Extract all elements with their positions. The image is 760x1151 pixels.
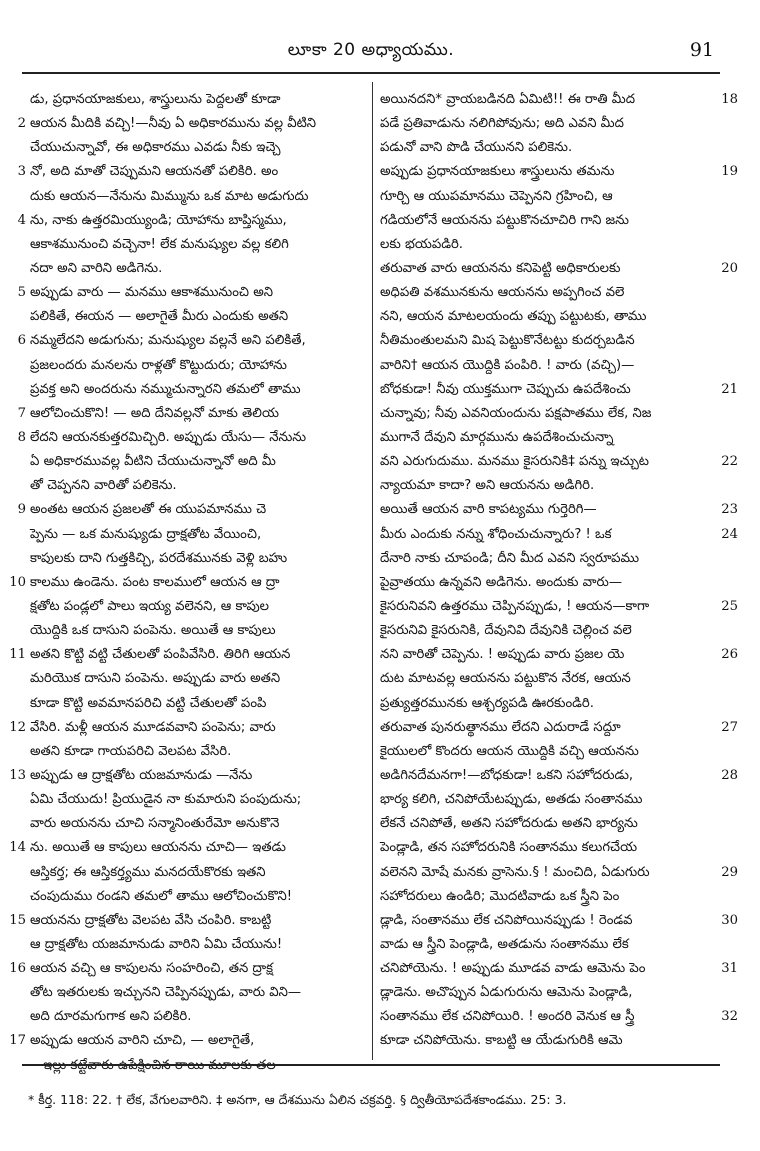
line-text: చనిపోయెను. ! అప్పుడు మూడవ వాడు ఆమెను పెం xyxy=(380,961,646,977)
line-text: అడిగినదేమనగా!—బోధకుడా! ఒకని సహోదరుడు, xyxy=(380,767,634,783)
footnote: * కీర్త. 118: 22. † లేక, వేగులవారిని. ‡ అనగా, ఆ దేశమును ఏలిన చక్రవర్తి. § ద్వితీయోపదేశకాండము. 25: 3. xyxy=(28,1092,567,1107)
text-line xyxy=(9,909,368,933)
text-line xyxy=(30,136,368,160)
text-line xyxy=(30,885,368,909)
text-line xyxy=(30,619,368,643)
line-text: డ్లాడెను. అచొప్పున ఏడుగురును ఆమెను పెండ్లాడి, xyxy=(380,985,633,1001)
text-line xyxy=(380,619,720,643)
text-line xyxy=(9,643,368,667)
verse-number: 18 xyxy=(721,92,738,107)
text-line xyxy=(30,547,368,571)
line-text: ను. అయితే ఆ కాపులు ఆయనను చూచి— ఇతడు xyxy=(30,840,286,856)
line-text: అయినదని* వ్రాయబడినది ఏమిటి!! ఈ రాతి మీద xyxy=(380,92,636,107)
verse-number: 29 xyxy=(721,864,738,880)
text-line xyxy=(380,933,720,957)
text-line xyxy=(30,378,368,402)
text-line xyxy=(380,836,720,860)
line-text: నో, అది మాతో చెప్పుమని ఆయనతో పలికిరి. అం xyxy=(30,164,279,180)
text-line xyxy=(9,571,368,595)
text-line xyxy=(9,957,368,981)
line-text: మీరు ఎందుకు నన్ను శోధించుచున్నారు? ! ఒక xyxy=(380,526,612,542)
line-text: ఆ ద్రాక్షతోట యజమానుడు వారిని ఏమి చేయును! xyxy=(30,936,283,952)
text-line xyxy=(380,1005,738,1029)
text-line xyxy=(30,257,368,281)
text-line xyxy=(9,764,368,788)
verse-number: 2 xyxy=(17,116,26,132)
line-text: వని ఎరుగుదుము. మనము కైసరునికి‡ పన్ను ఇచ్చుట xyxy=(380,454,649,470)
line-text: కాపులకు దాని గుత్తకిచ్చి, పరదేశమునకు వెళ్లి బహు xyxy=(30,550,288,566)
line-text: చంపుదుము రండని తమలో తాము ఆలోచించుకొని! xyxy=(30,888,292,904)
verse-number: 19 xyxy=(721,164,738,180)
line-text: కైయులలో కొందరు ఆయన యొద్దికి వచ్చి ఆయనను xyxy=(380,743,639,759)
line-text: దుట మాటవల్ల ఆయనను పట్టుకొన నేరక, ఆయన xyxy=(380,671,631,687)
text-line xyxy=(30,595,368,619)
line-text: పైవ్రాతయు ఉన్నవని అడిగెను. అందుకు వారు— xyxy=(380,574,623,590)
text-line xyxy=(380,957,738,981)
line-text: అయితే ఆయన వారి కాపట్యము గుర్తెరిగి— xyxy=(380,502,597,518)
verse-number: 32 xyxy=(721,1009,738,1025)
line-text: కాలము ఉండెను. పంట కాలములో ఆయన ఆ ద్రా xyxy=(30,574,280,590)
text-line xyxy=(30,861,368,885)
text-line xyxy=(380,136,720,160)
text-line xyxy=(380,547,720,571)
text-line xyxy=(17,209,368,233)
text-line xyxy=(30,740,368,764)
text-line xyxy=(380,329,720,353)
text-line xyxy=(17,281,368,305)
text-line xyxy=(380,450,738,474)
line-text: నదా అని వారిని అడిగెను. xyxy=(30,260,163,276)
text-line xyxy=(380,812,720,836)
left-text-column xyxy=(9,88,368,1073)
verse-number: 9 xyxy=(17,502,26,518)
text-line xyxy=(380,88,738,112)
line-text: నని వారితో చెప్పెను. ! అప్పుడు వారు ప్రజల యె xyxy=(380,647,625,663)
line-text: చున్నావు; నీవు ఎవనియందును పక్షపాతము లేక, నిజ xyxy=(380,405,652,421)
header-rule xyxy=(22,72,720,74)
text-line xyxy=(17,160,368,184)
line-text: అంతట ఆయన ప్రజలతో ఈ యుపమానము చె xyxy=(30,502,267,518)
line-text: అప్పుడు ఆ ద్రాక్షతోట యజమానుడు —నేను xyxy=(30,767,253,783)
verse-number: 3 xyxy=(17,164,26,180)
verse-number: 25 xyxy=(721,598,738,614)
text-line xyxy=(380,643,738,667)
text-line xyxy=(380,764,738,788)
line-text: ఏ అధికారమువల్ల వీటిని చేయుచున్నానో అది మీ xyxy=(30,454,276,470)
line-text: కూడా చనిపోయెను. కాబట్టి ఆ యేడుగురికి ఆమె xyxy=(380,1033,623,1049)
text-line xyxy=(30,812,368,836)
line-text: అప్పుడు వారు — మనము ఆకాశమునుంచి అని xyxy=(30,285,274,301)
text-line xyxy=(380,885,720,909)
text-line xyxy=(30,788,368,812)
line-text: ప్రజలందరు మనలను రాళ్లతో కొట్టుదురు; యోహాను xyxy=(30,357,287,373)
text-line xyxy=(380,257,738,281)
line-text: చేయుచున్నావో, ఈ అధికారము ఎవడు నీకు ఇచ్చె xyxy=(30,140,281,156)
line-text: పడే ప్రతివాడును నలిగిపోవును; అది ఎవని మీద xyxy=(380,116,624,132)
line-text: తో చెప్పనని వారితో పలికెను. xyxy=(30,478,177,494)
text-line xyxy=(380,378,738,402)
line-text: డు, ప్రధానయాజకులు, శాస్త్రులును పెద్దలతో కూడా xyxy=(30,92,281,107)
line-text: సంతానము లేక చనిపోయిరి. ! అందరి వెనుక ఆ స్త్రీ xyxy=(380,1009,635,1025)
text-line xyxy=(380,716,738,740)
verse-number: 24 xyxy=(721,526,738,542)
line-text: గడియలోనే ఆయనను పట్టుకొనచూచిరి గాని జను xyxy=(380,212,629,228)
line-text: నీతిమంతులమని మిష పెట్టుకొనేటట్టు కుదర్చబడిన xyxy=(380,333,635,349)
text-line xyxy=(17,402,368,426)
line-text: ముగానే దేవుని మార్గమును ఉపదేశించుచున్నా xyxy=(380,429,614,445)
line-text: వారిని† ఆయన యొద్దికి పంపిరి. ! వారు (వచ్చి)— xyxy=(380,357,635,373)
verse-number: 23 xyxy=(721,502,738,518)
text-line xyxy=(30,981,368,1005)
line-text: లేదని ఆయనకుత్తరమిచ్చిరి. అప్పుడు యేసు— నేనును xyxy=(30,429,307,445)
line-text: కైసరునివని ఉత్తరము చెప్పినప్పుడు, ! ఆయన—కాగా xyxy=(380,598,650,614)
line-text: వాడు ఆ స్త్రీని పెండ్లాడి, అతడును సంతానము లేక xyxy=(380,936,629,952)
text-line xyxy=(30,88,368,112)
text-line xyxy=(380,112,720,136)
text-line xyxy=(30,185,368,209)
line-text: అతని కొట్టి వట్టి చేతులతో పంపివేసిరి. తిరిగి ఆయన xyxy=(30,647,291,663)
line-text: వేసిరి. మళ్లీ ఆయన మూడవవాని పంపెను; వారు xyxy=(30,719,276,735)
line-text: అది దూరమగుగాక అని పలికిరి. xyxy=(30,1009,192,1025)
line-text: డ్లాడి, సంతానము లేక చనిపోయినప్పుడు ! రెండవ xyxy=(380,912,633,928)
verse-number: 22 xyxy=(721,454,738,470)
text-line xyxy=(30,450,368,474)
verse-number: 7 xyxy=(17,405,26,421)
text-line xyxy=(30,474,368,498)
text-line xyxy=(17,329,368,353)
line-text: ఏమి చేయుదు! ప్రియుడైన నా కుమారుని పంపుదును; xyxy=(30,792,302,808)
verse-number: 21 xyxy=(721,381,738,397)
line-text: నని, ఆయన మాటలయందు తప్పు పట్టుటకు, తాము xyxy=(380,309,647,325)
text-line xyxy=(380,523,738,547)
line-text: భార్య కలిగి, చనిపోయేటప్పుడు, అతడు సంతానము xyxy=(380,792,643,808)
text-line xyxy=(380,667,720,691)
line-text: యొద్దికి ఒక దాసుని పంపెను. అయితే ఆ కాపులు xyxy=(30,623,276,639)
text-line xyxy=(380,426,720,450)
text-line xyxy=(380,692,720,716)
line-text: నమ్మలేదని అడుగును; మనుష్యుల వల్లనే అని పలికితే, xyxy=(30,333,306,349)
line-text: ఆయనను ద్రాక్షతోట వెలపట వేసి చంపిరి. కాబట్టి xyxy=(30,912,272,928)
text-line xyxy=(380,402,720,426)
line-text: దుకు ఆయన—నేనును మిమ్మును ఒక మాట అడుగుదు xyxy=(30,188,309,204)
verse-number: 31 xyxy=(721,961,738,977)
verse-number: 20 xyxy=(721,260,738,276)
verse-number: 30 xyxy=(721,912,738,928)
chapter-title: లూకా 20 అధ్యాయము. xyxy=(287,40,455,60)
text-line xyxy=(380,740,720,764)
line-text: ప్రత్యుత్తరమునకు ఆశ్చర్యపడి ఊరకుండిరి. xyxy=(380,695,594,711)
line-text: గూర్చి ఆ యుపమానము చెప్పెనని గ్రహించి, ఆ xyxy=(380,188,613,204)
text-line xyxy=(380,185,720,209)
verse-number: 14 xyxy=(9,840,26,856)
verse-number: 26 xyxy=(721,647,738,663)
text-line xyxy=(380,981,720,1005)
right-text-column xyxy=(380,88,738,1054)
verse-number: 13 xyxy=(9,767,26,783)
text-line xyxy=(30,523,368,547)
line-text: బోధకుడా! నీవు యుక్తముగా చెప్పుచు ఉపదేశించు xyxy=(380,381,631,397)
line-text: పలికితే, ఈయన — అలాగైతే మీరు ఎందుకు అతని xyxy=(30,309,289,325)
verse-number: 16 xyxy=(9,961,26,977)
line-text: లేకనే చనిపోతే, అతని సహోదరుడు అతని భార్యను xyxy=(380,816,638,832)
text-line xyxy=(380,595,738,619)
page-header xyxy=(22,30,720,70)
line-text: తరువాత పునరుత్థానము లేదని ఎదురాడే సద్దూ xyxy=(380,719,621,735)
text-line xyxy=(380,474,720,498)
text-line xyxy=(17,112,368,136)
line-text: అప్పుడు ప్రధానయాజకులు శాస్త్రులును తమను xyxy=(380,164,615,180)
line-text: న్యాయమా కాదా? అని ఆయనను అడిగిరి. xyxy=(380,478,595,494)
column-divider xyxy=(372,82,373,1060)
line-text: వలెనని మోషే మనకు వ్రాసెను.§ ! మంచిది, ఏడుగురు xyxy=(380,864,650,880)
line-text: ను, నాకు ఉత్తరమియ్యుండి; యోహాను బాప్తిస్మము, xyxy=(30,212,287,228)
text-line xyxy=(30,233,368,257)
text-line xyxy=(380,571,720,595)
line-text: ప్రవక్త అని అందరును నమ్ముచున్నారని తమలో తాము xyxy=(30,381,301,397)
text-line xyxy=(380,160,738,184)
line-text: కూడా కొట్టి అవమానపరిచి వట్టి చేతులతో పంపి xyxy=(30,695,267,711)
verse-number: 6 xyxy=(17,333,26,349)
page-number: 91 xyxy=(689,39,714,61)
verse-number: 28 xyxy=(721,767,738,783)
line-text: —ఇల్లు కట్టేవారు ఉపేక్షించిన రాయి మూలకు తల xyxy=(30,1057,276,1073)
text-line xyxy=(17,498,368,522)
verse-number: 11 xyxy=(9,647,26,663)
line-text: ఆలోచించుకొని! — అది దేనివల్లనో మాకు తెలియ xyxy=(30,405,279,421)
line-text: లకు భయపడిరి. xyxy=(380,236,463,252)
text-line xyxy=(30,933,368,957)
line-text: పెండ్లాడి, తన సహోదరునికి సంతానము కలుగచేయ xyxy=(380,840,638,856)
text-line xyxy=(30,354,368,378)
line-text: అతని కూడా గాయపరిచి వెలపట వేసిరి. xyxy=(30,743,232,759)
line-text: ఆకాశమునుంచి వచ్చెనా! లేక మనుష్యుల వల్ల కలిగి xyxy=(30,236,289,252)
text-line xyxy=(17,426,368,450)
text-line xyxy=(380,281,720,305)
verse-number: 12 xyxy=(9,719,26,735)
text-line xyxy=(380,1029,720,1053)
verse-number: 15 xyxy=(9,912,26,928)
text-line xyxy=(380,233,720,257)
verse-number: 4 xyxy=(17,212,26,228)
verse-number: 8 xyxy=(17,429,26,445)
line-text: సహోదరులు ఉండిరి; మొదటివాడు ఒక స్త్రీని పెం xyxy=(380,888,620,904)
verse-number: 10 xyxy=(9,574,26,590)
line-text: వారు అయనను చూచి సన్మానింతురేమో అనుకొనె xyxy=(30,816,280,832)
text-line xyxy=(30,667,368,691)
line-text: అధిపతి వశమునకును ఆయనను అప్పగించ వలె xyxy=(380,285,625,301)
text-line xyxy=(380,788,720,812)
line-text: పడునో వాని పొడి చేయునని పలికెను. xyxy=(380,140,573,156)
text-line xyxy=(30,1005,368,1029)
line-text: ఆయన మీదికి వచ్చి!—నీవు ఏ అధికారమును వల్ల వీటిని xyxy=(30,116,317,132)
line-text: కైసరునివి కైసరునికి, దేవునివి దేవునికి చెల్లించ వలె xyxy=(380,623,632,639)
verse-number: 5 xyxy=(17,285,26,301)
text-line xyxy=(30,692,368,716)
line-text: ఆయన వచ్చి ఆ కాపులను సంహరించి, తన ద్రాక్ష xyxy=(30,961,274,977)
verse-number: 27 xyxy=(721,719,738,735)
line-text: దేనారి నాకు చూపండి; దీని మీద ఎవని స్వరూపము xyxy=(380,550,640,566)
line-text: తరువాత వారు ఆయనను కనిపెట్టి అధికారులకు xyxy=(380,260,621,276)
line-text: ఆస్తికర్త; ఈ ఆస్తికర్త్యము మనదయేకొరకు ఇతని xyxy=(30,864,266,880)
line-text: క్షతోట పండ్లలో పాలు ఇయ్య వలెనని, ఆ కాపుల xyxy=(30,598,270,614)
verse-number: 17 xyxy=(9,1033,26,1049)
text-line xyxy=(380,354,720,378)
text-line xyxy=(30,305,368,329)
text-line xyxy=(380,209,720,233)
line-text: అప్పుడు ఆయన వారిని చూచి, — అలాగైతే, xyxy=(30,1033,255,1049)
text-line xyxy=(380,305,720,329)
line-text: తోట ఇతరులకు ఇచ్చునని చెప్పినప్పుడు, వారు విని— xyxy=(30,985,302,1001)
line-text: మరియొక దాసుని పంపెను. అప్పుడు వారు అతని xyxy=(30,671,281,687)
text-line xyxy=(380,861,738,885)
text-line xyxy=(380,498,738,522)
text-line xyxy=(9,836,368,860)
text-line xyxy=(9,716,368,740)
text-line xyxy=(380,909,738,933)
footnote-rule xyxy=(22,1064,720,1066)
line-text: ప్పెను — ఒక మనుష్యుడు ద్రాక్షతోట వేయించి, xyxy=(30,526,262,542)
text-line xyxy=(9,1029,368,1053)
